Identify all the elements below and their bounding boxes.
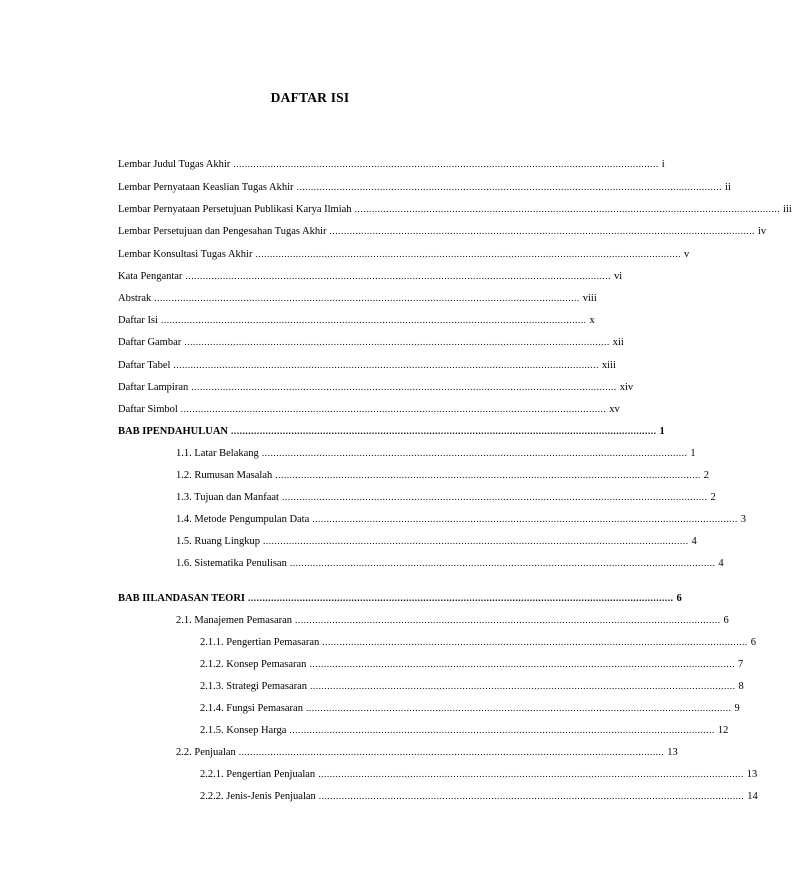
toc-entry-page: 2	[703, 470, 709, 481]
dot-leader: ....................................................................................................................................................	[312, 515, 738, 525]
toc-entry[interactable]	[176, 614, 729, 628]
toc-entry-label: Daftar Simbol	[118, 404, 178, 415]
toc-entry-page: viii	[582, 293, 597, 304]
toc-entry-label: Daftar Lampiran	[118, 382, 189, 393]
toc-entry[interactable]	[176, 513, 747, 527]
toc-entry[interactable]	[176, 535, 697, 549]
toc-entry[interactable]	[118, 292, 597, 306]
toc-entry[interactable]	[118, 336, 624, 350]
dot-leader: ....................................................................................................................................................	[329, 227, 756, 237]
toc-entry-page: 12	[717, 725, 729, 736]
toc-entry-page: 4	[691, 536, 697, 547]
dot-leader: ....................................................................................................................................................	[191, 383, 617, 393]
toc-entry[interactable]	[176, 557, 724, 571]
toc-entry-label: Lembar Judul Tugas Akhir	[118, 159, 231, 170]
toc-entry[interactable]	[200, 702, 740, 716]
dot-leader: ....................................................................................................................................................	[185, 272, 611, 282]
dot-leader: ....................................................................................................................................................	[305, 704, 732, 714]
dot-leader: ....................................................................................................................................................	[154, 294, 580, 304]
toc-entry-page: iv	[758, 226, 767, 237]
toc-entry[interactable]	[200, 658, 744, 672]
toc-entry-label: 2.1.1. Pengertian Pemasaran	[200, 637, 320, 648]
chapter-title: PENDAHULUAN	[146, 426, 228, 437]
toc-entry[interactable]	[118, 203, 792, 217]
toc-entry-page: 6	[750, 637, 757, 648]
toc-entry-label: 2.1.4. Fungsi Pemasaran	[200, 703, 303, 714]
toc-entry-page: 8	[738, 681, 744, 692]
toc-entry[interactable]	[118, 225, 767, 239]
chapter-page: 1	[659, 426, 665, 437]
toc-entry-page: 13	[746, 769, 758, 780]
toc-entry-page: 6	[723, 615, 729, 626]
toc-entry-label: 1.1. Latar Belakang	[176, 448, 259, 459]
toc-entry-page: v	[683, 249, 690, 260]
page-title: DAFTAR ISI	[270, 90, 350, 105]
toc-entry[interactable]	[200, 724, 729, 738]
toc-entry-label: 1.6. Sistematika Penulisan	[176, 558, 287, 569]
dot-leader: ....................................................................................................................................................	[309, 660, 735, 670]
toc-entry[interactable]	[118, 381, 634, 395]
dot-leader: ....................................................................................................................................................	[263, 537, 689, 547]
dot-leader: ....................................................................................................................................................	[318, 770, 744, 780]
dot-leader: ....................................................................................................................................................	[295, 616, 721, 626]
toc-entry[interactable]	[176, 469, 709, 483]
toc-entry-label: 2.2.2. Jenis-Jenis Penjualan	[200, 791, 316, 802]
toc-entry[interactable]	[200, 790, 758, 804]
toc-entry[interactable]	[200, 680, 744, 694]
chapter-heading[interactable]	[118, 592, 682, 606]
dot-leader: ....................................................................................................................................................	[233, 160, 659, 170]
toc-entry-label: Abstrak	[118, 293, 152, 304]
toc-entry[interactable]	[200, 768, 758, 782]
toc-entry-page: 7	[737, 659, 744, 670]
toc-entry-label: 1.4. Metode Pengumpulan Data	[176, 514, 310, 525]
toc-entry-label: 2.1.3. Strategi Pemasaran	[200, 681, 308, 692]
dot-leader: ....................................................................................................................................................	[173, 361, 599, 371]
toc-entry-page: vi	[613, 271, 623, 282]
toc-entry-label: Kata Pengantar	[118, 271, 183, 282]
toc-entry[interactable]	[200, 636, 757, 650]
toc-entry-page: 2	[710, 492, 716, 503]
dot-leader: ....................................................................................................................................................	[160, 316, 587, 326]
toc-entry-page: xiv	[619, 382, 634, 393]
toc-entry-label: Lembar Pernyataan Persetujuan Publikasi Karya Ilmiah	[118, 204, 352, 215]
dot-leader: ....................................................................................................................................................	[248, 594, 674, 604]
toc-entry[interactable]	[118, 359, 616, 373]
dot-leader: ....................................................................................................................................................	[354, 205, 781, 215]
dot-leader: ....................................................................................................................................................	[180, 405, 607, 415]
toc-entry-label: 1.2. Rumusan Masalah	[176, 470, 273, 481]
toc-entry-page: iii	[783, 204, 792, 215]
chapter-number: BAB I	[118, 426, 147, 437]
dot-leader: ....................................................................................................................................................	[230, 427, 657, 437]
toc-entry-label: Lembar Pernyataan Keaslian Tugas Akhir	[118, 182, 294, 193]
dot-leader: ....................................................................................................................................................	[261, 449, 688, 459]
toc-entry-label: Daftar Isi	[118, 315, 158, 326]
toc-entry[interactable]	[118, 248, 690, 262]
toc-entry-label: Daftar Tabel	[118, 360, 171, 371]
toc-entry[interactable]	[118, 158, 665, 172]
dot-leader: ....................................................................................................................................................	[281, 493, 708, 503]
dot-leader: ....................................................................................................................................................	[275, 471, 701, 481]
dot-leader: ....................................................................................................................................................	[310, 682, 736, 692]
toc-entry-page: xv	[609, 404, 620, 415]
dot-leader: ....................................................................................................................................................	[289, 726, 715, 736]
toc-entry-label: Lembar Persetujuan dan Pengesahan Tugas Akhir	[118, 226, 327, 237]
toc-entry-page: 1	[690, 448, 696, 459]
dot-leader: ....................................................................................................................................................	[238, 748, 665, 758]
chapter-page: 6	[676, 593, 682, 604]
chapter-title: LANDASAN TEORI	[150, 593, 246, 604]
toc-entry-label: 2.1.5. Konsep Harga	[200, 725, 287, 736]
toc-entry-page: i	[661, 159, 665, 170]
toc-entry-page: x	[589, 315, 595, 326]
toc-entry-page: ii	[725, 182, 731, 193]
toc-entry[interactable]	[118, 403, 620, 417]
toc-entry-page: 4	[718, 558, 724, 569]
toc-entry-label: 1.5. Ruang Lingkup	[176, 536, 260, 547]
chapter-number: BAB II	[118, 593, 151, 604]
toc-entry-label: 2.1. Manajemen Pemasaran	[176, 615, 293, 626]
toc-entry-page: 14	[747, 791, 758, 802]
toc-entry-page: 13	[667, 747, 678, 758]
chapter-heading[interactable]	[118, 425, 665, 439]
toc-entry[interactable]	[176, 447, 696, 461]
toc-entry[interactable]	[176, 491, 716, 505]
toc-entry[interactable]	[118, 314, 595, 328]
dot-leader: ....................................................................................................................................................	[322, 638, 748, 648]
toc-entry-label: Daftar Gambar	[118, 337, 182, 348]
dot-leader: ....................................................................................................................................................	[184, 338, 610, 348]
dot-leader: ....................................................................................................................................................	[296, 183, 723, 193]
toc-entry-page: xiii	[601, 360, 616, 371]
toc-entry[interactable]	[176, 746, 678, 760]
dot-leader: ....................................................................................................................................................	[318, 792, 745, 802]
toc-entry-label: 2.2.1. Pengertian Penjualan	[200, 769, 316, 780]
toc-entry-page: 3	[740, 514, 747, 525]
toc-entry-page: xii	[612, 337, 624, 348]
toc-entry-label: 1.3. Tujuan dan Manfaat	[176, 492, 279, 503]
toc-entry-label: Lembar Konsultasi Tugas Akhir	[118, 249, 253, 260]
toc-entry-label: 2.2. Penjualan	[176, 747, 236, 758]
toc-entry-page: 9	[734, 703, 740, 714]
toc-entry-label: 2.1.2. Konsep Pemasaran	[200, 659, 307, 670]
dot-leader: ....................................................................................................................................................	[255, 250, 681, 260]
toc-entry[interactable]	[118, 270, 623, 284]
toc-entry[interactable]	[118, 181, 731, 195]
dot-leader: ....................................................................................................................................................	[289, 559, 716, 569]
